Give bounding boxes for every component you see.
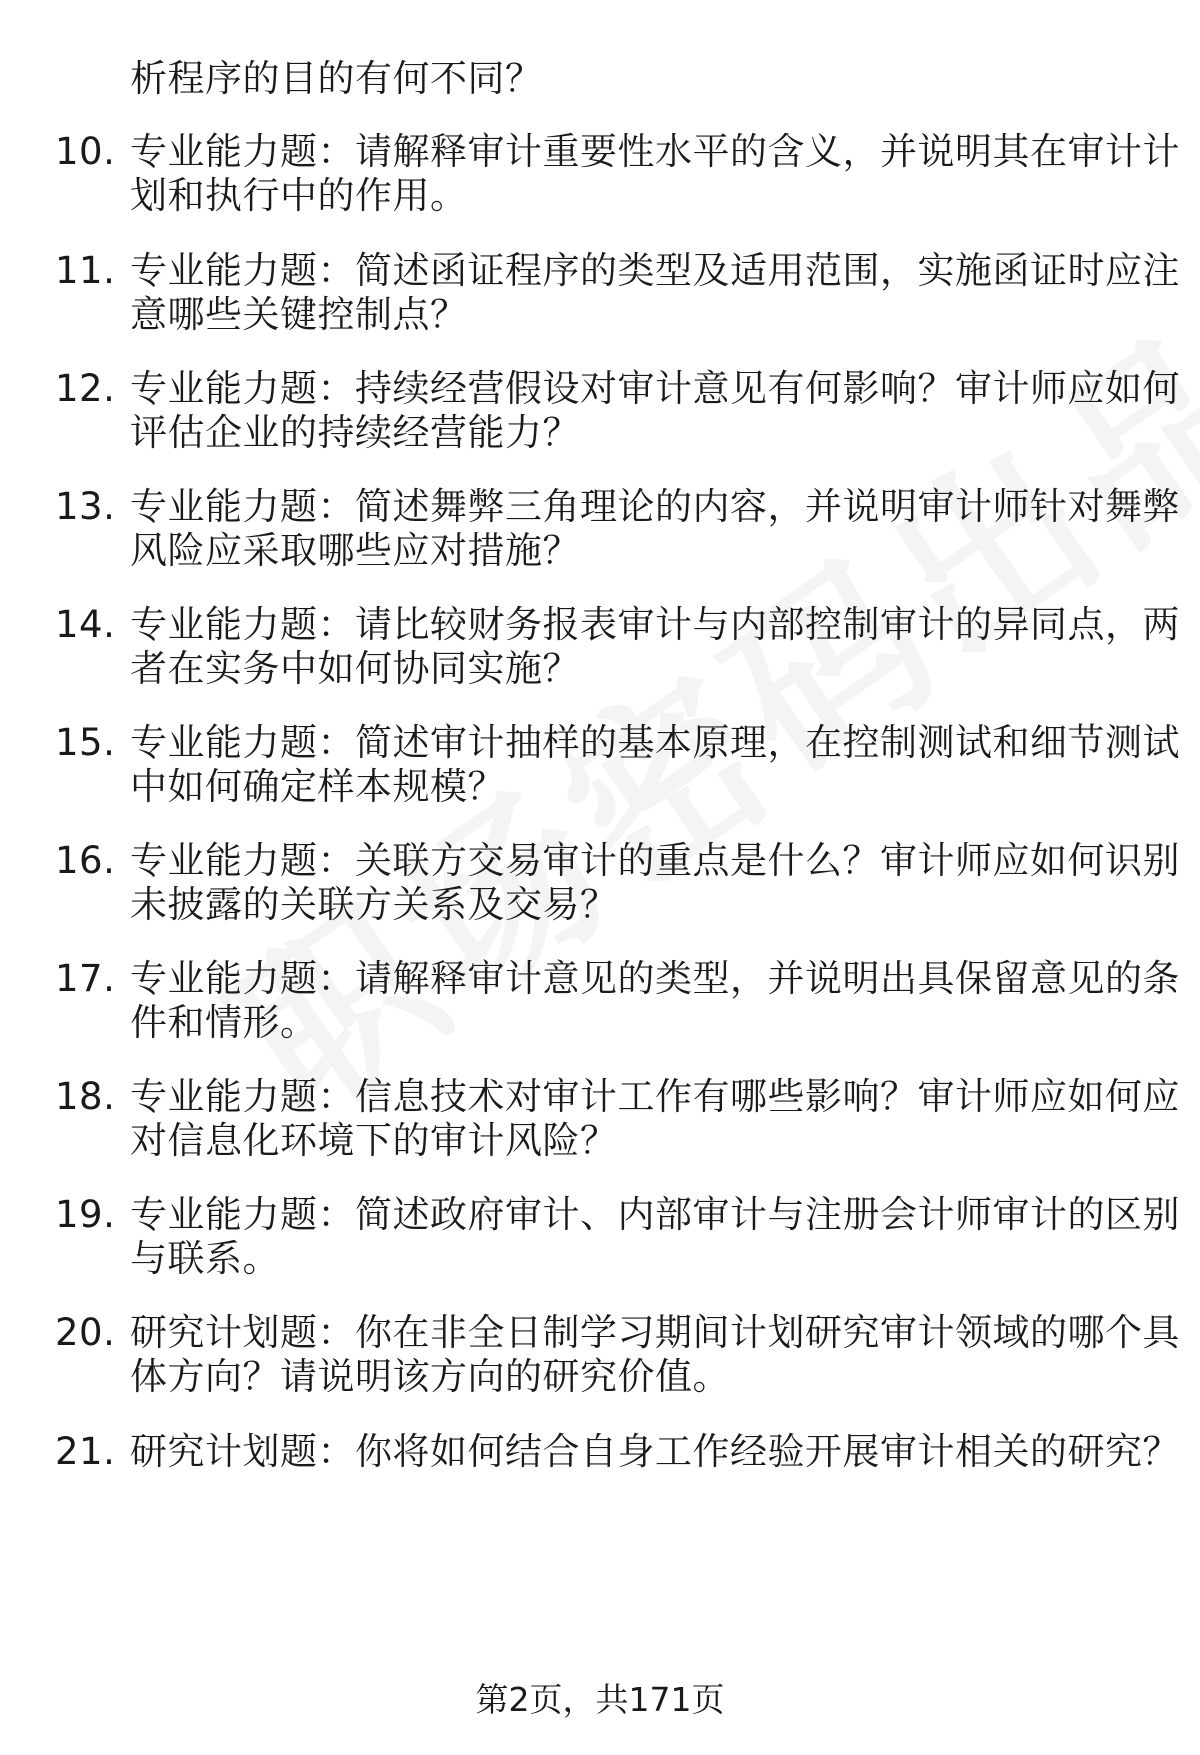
question-text-line: 专业能力题：关联方交易审计的重点是什么？审计师应如何识别 bbox=[130, 839, 1180, 882]
question-number: 19. bbox=[55, 1193, 116, 1236]
question-number: 10. bbox=[55, 130, 116, 173]
question-text-line: 专业能力题：请解释审计意见的类型，并说明出具保留意见的条 bbox=[130, 957, 1180, 1000]
question-number: 11. bbox=[55, 249, 116, 292]
question-text-line: 专业能力题：请比较财务报表审计与内部控制审计的异同点，两 bbox=[130, 603, 1180, 646]
question-text-line: 件和情形。 bbox=[130, 1001, 318, 1044]
question-text-line: 体方向？请说明该方向的研究价值。 bbox=[130, 1355, 730, 1398]
question-text-line: 析程序的目的有何不同？ bbox=[130, 57, 543, 100]
question-number: 12. bbox=[55, 367, 116, 410]
question-text-line: 专业能力题：简述审计抽样的基本原理，在控制测试和细节测试 bbox=[130, 721, 1180, 764]
question-number: 15. bbox=[55, 721, 116, 764]
question-number: 16. bbox=[55, 839, 116, 882]
question-text-line: 专业能力题：请解释审计重要性水平的含义，并说明其在审计计 bbox=[130, 130, 1180, 173]
question-text-line: 专业能力题：持续经营假设对审计意见有何影响？审计师应如何 bbox=[130, 367, 1180, 410]
question-text-line: 风险应采取哪些应对措施？ bbox=[130, 529, 580, 572]
question-text-line: 研究计划题：你在非全日制学习期间计划研究审计领域的哪个具 bbox=[130, 1311, 1180, 1354]
question-text-line: 中如何确定样本规模？ bbox=[130, 765, 505, 808]
question-text-line: 专业能力题：简述舞弊三角理论的内容，并说明审计师针对舞弊 bbox=[130, 485, 1180, 528]
question-text-line: 对信息化环境下的审计风险？ bbox=[130, 1119, 618, 1162]
question-number: 13. bbox=[55, 485, 116, 528]
question-text-line: 专业能力题：信息技术对审计工作有哪些影响？审计师应如何应 bbox=[130, 1075, 1180, 1118]
question-number: 20. bbox=[55, 1311, 116, 1354]
question-number: 14. bbox=[55, 603, 116, 646]
question-text-line: 意哪些关键控制点？ bbox=[130, 293, 468, 336]
question-text-line: 未披露的关联方关系及交易？ bbox=[130, 883, 618, 926]
page-footer: 第2页，共171页 bbox=[475, 1680, 725, 1719]
question-text-line: 研究计划题：你将如何结合自身工作经验开展审计相关的研究？ bbox=[130, 1430, 1180, 1473]
question-number: 17. bbox=[55, 957, 116, 1000]
question-text-line: 与联系。 bbox=[130, 1237, 280, 1280]
question-text-line: 者在实务中如何协同实施？ bbox=[130, 647, 580, 690]
question-text-line: 专业能力题：简述函证程序的类型及适用范围，实施函证时应注 bbox=[130, 249, 1180, 292]
question-number: 21. bbox=[55, 1430, 116, 1473]
question-number: 18. bbox=[55, 1075, 116, 1118]
question-text-line: 划和执行中的作用。 bbox=[130, 174, 468, 217]
question-text-line: 评估企业的持续经营能力？ bbox=[130, 411, 580, 454]
question-text-line: 专业能力题：简述政府审计、内部审计与注册会计师审计的区别 bbox=[130, 1193, 1180, 1236]
